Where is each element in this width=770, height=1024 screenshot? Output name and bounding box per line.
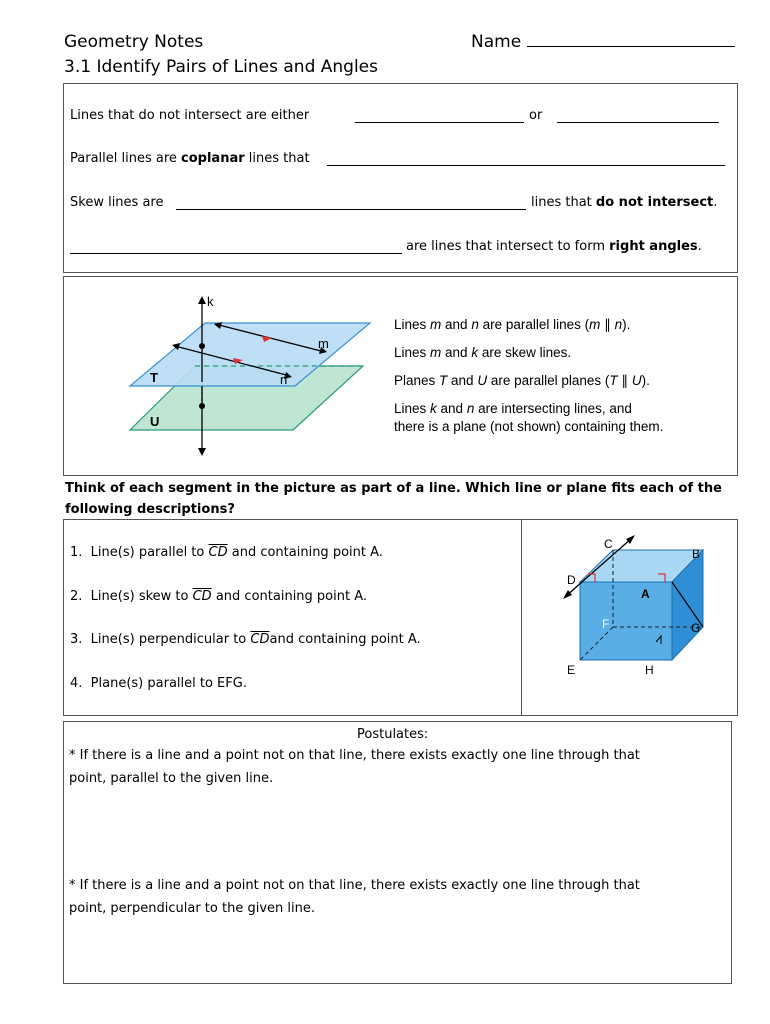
definition-3-blank[interactable] xyxy=(176,209,526,210)
subject-title: Geometry Notes xyxy=(64,32,204,52)
question-1: 1. Line(s) parallel to $\overline{CD}$ and containing point A. xyxy=(70,545,383,560)
postulate-1-line-1: * If there is a line and a point not on that line, there exists exactly one line through that xyxy=(69,748,640,763)
definition-1-blank-a[interactable] xyxy=(355,122,524,123)
cube-label-e: E xyxy=(567,663,576,677)
section-title: 3.1 Identify Pairs of Lines and Angles xyxy=(64,57,378,77)
name-field[interactable] xyxy=(471,32,735,52)
caption-intersecting-lines-2: there is a plane (not shown) containing them. xyxy=(394,419,664,434)
definition-1-or: or xyxy=(529,108,543,123)
label-n: n xyxy=(280,372,288,387)
caption-skew-lines: Lines m and k are skew lines. xyxy=(394,345,572,360)
postulate-1-line-2: point, parallel to the given line. xyxy=(69,771,274,786)
definition-3-text-end: lines that do not intersect. xyxy=(531,195,718,210)
caption-intersecting-lines: Lines k and n are intersecting lines, and xyxy=(394,401,632,416)
postulates-title: Postulates: xyxy=(357,727,429,742)
question-2: 2. Line(s) skew to $\overline{CD}$ and containing point A. xyxy=(70,589,368,604)
name-blank[interactable] xyxy=(527,32,735,47)
label-u: U xyxy=(150,414,160,429)
cube-label-c: C xyxy=(604,537,613,551)
cube-label-b: B xyxy=(692,547,701,561)
definition-2-blank[interactable] xyxy=(327,165,725,166)
definition-1-text: Lines that do not intersect are either xyxy=(70,108,310,123)
cube-label-h: H xyxy=(645,663,654,677)
cube-label-a: A xyxy=(641,587,650,601)
postulate-2-line-2: point, perpendicular to the given line. xyxy=(69,901,315,916)
definition-4-blank[interactable] xyxy=(70,253,402,254)
cube-label-g: G xyxy=(691,621,701,635)
cube-label-d: D xyxy=(567,573,576,587)
parallel-planes-diagram xyxy=(120,290,380,470)
label-t: T xyxy=(150,370,158,385)
caption-parallel-lines: Lines m and n are parallel lines (m ∥ n). xyxy=(394,317,631,332)
definition-1-blank-b[interactable] xyxy=(557,122,719,123)
point-k-t xyxy=(199,343,205,349)
questions-divider xyxy=(521,519,522,716)
name-label: Name xyxy=(471,32,522,52)
line-k-top-arrow xyxy=(198,296,206,304)
cube-front-face xyxy=(580,582,672,660)
label-k: k xyxy=(207,294,214,309)
question-3: 3. Line(s) perpendicular to $\overline{CD}and$ containing point A. xyxy=(70,632,421,647)
cube-label-f: F xyxy=(602,617,610,631)
instruction-text: Think of each segment in the picture as part of a line. Which line or plane fits each of the following descriptions? xyxy=(65,481,722,517)
label-m: m xyxy=(318,336,329,351)
definition-3-text-start: Skew lines are xyxy=(70,195,164,210)
cube-diagram xyxy=(548,532,718,682)
definition-4-text: are lines that intersect to form right angles. xyxy=(406,239,702,254)
postulate-2-line-1: * If there is a line and a point not on that line, there exists exactly one line through that xyxy=(69,878,640,893)
point-k-u xyxy=(199,403,205,409)
caption-parallel-planes: Planes T and U are parallel planes (T ∥ U). xyxy=(394,373,650,388)
question-4: 4. Plane(s) parallel to EFG. xyxy=(70,676,247,691)
line-k-bottom-arrow xyxy=(198,448,206,456)
definition-2-text: Parallel lines are coplanar lines that xyxy=(70,151,310,166)
